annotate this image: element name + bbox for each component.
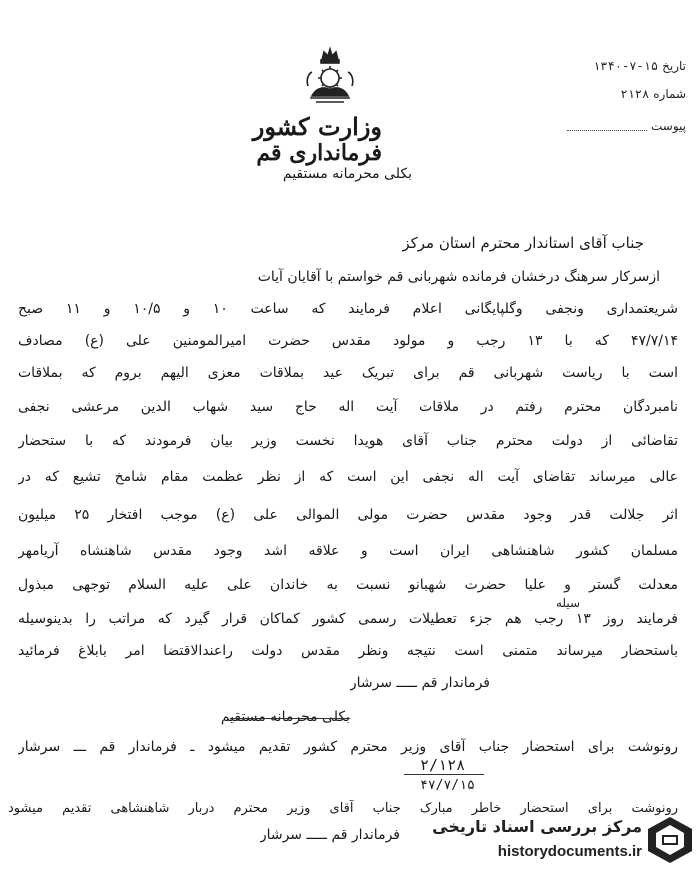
number-label: شماره [653,87,686,101]
cc-heading-rule [230,718,350,719]
watermark-text-en: historydocuments.ir [497,843,642,860]
body-line: باستحضار میرساند متمنی است نتیجه ونظر مقدس دولت راعندالاقتضا امر بابلاغ فرمائید [18,643,678,659]
governorate-title: فرمانداری قم [256,140,382,166]
date-value: ۱۳۴۰-۷-۱۵ [593,59,659,73]
cc-heading: بکلی محرمانه مستقیم [220,709,350,725]
attachment-label: پیوست [651,119,686,133]
number-value: ۲۱۲۸ [620,87,650,101]
handwritten-note: سیله [556,596,581,610]
body-line: ازسرکار سرهنگ درخشان فرمانده شهربانی قم خواستم با آقایان آیات [257,269,660,285]
body-line: معدلت گستر و علیا حضرت شهبانو نسبت به خاندان علی علیه السلام توجهی مبذول [18,577,678,593]
body-line: ۴۷/۷/۱۴ که با ۱۳ رجب و مولود مقدس حضرت امیرالمومنین علی (ع) مصادف [18,333,678,349]
body-line: اثر جلالت قدر وجود مقدس حضرت مولی الموالی علی (ع) موجب افتخار ۲۵ میلیون [18,507,678,523]
archive-logo-icon [646,815,694,865]
cc-number-rule [404,774,484,775]
salutation: جناب آقای استاندار محترم استان مرکز [402,234,644,252]
body-line: تقاضائی از دولت محترم جناب آقای هویدا نخست وزیر بیان فرمودند که با ستحضار [18,433,678,449]
watermark-text-fa: مرکز بررسی اسناد تاریخی [432,817,642,836]
signature-line: فرماندار قم ـــــ سرشار [349,675,490,691]
ministry-title: وزارت کشور [252,112,382,141]
number-row [620,86,686,102]
body-line: است با ریاست شهربانی قم برای تبریک عید بملاقات معزی الیهم بروم که بملاقات [18,365,678,381]
watermark [430,811,700,871]
lion-and-sun-emblem [302,46,358,106]
body-line: عالی میرساند تقاضای آیت اله نجفی این است که از نظر عظمت مقام شامخ تشیع که در [18,469,678,485]
cc-number: ۲/۱۲۸ [420,756,466,774]
body-line: شریعتمداری ونجفی وگلپایگانی اعلام فرمایند که ساعت ۱۰ و ۱۰/۵ و ۱۱ صبح [18,301,678,317]
attachment-line [567,122,647,131]
date-row [593,58,686,74]
cc-line-1: رونوشت برای استحضار جناب آقای وزیر محترم کشور تقدیم میشود ـ فرماندار قم ـــ سرشار [18,739,678,755]
cc-line-2: رونوشت برای استحضار خاطر مبارک جناب آقای وزیر محترم دربار شاهنشاهی تقدیم میشود [8,801,678,816]
cc-line-2-signature: فرماندار قم ـــــ سرشار [259,827,400,843]
attachment-row [567,118,686,134]
body-line: فرمایند روز ۱۳ رجب هم جزء تعطیلات رسمی کشور کماکان قرار گیرد که مراتب را بدینوسیله [18,611,678,627]
body-line: مسلمان کشور شاهنشاهی ایران است و علاقه اشد وجود مقدس شاهنشاه آریامهر [18,543,678,559]
cc-date: ۴۷/۷/۱۵ [420,778,475,793]
distribution-label: بکلی محرمانه مستقیم [282,166,412,182]
date-label: تاریخ [662,59,686,73]
body-line: نامبردگان محترم رفتم در ملاقات آیت اله حاج سید شهاب الدین مرعشی نجفی [18,399,678,415]
